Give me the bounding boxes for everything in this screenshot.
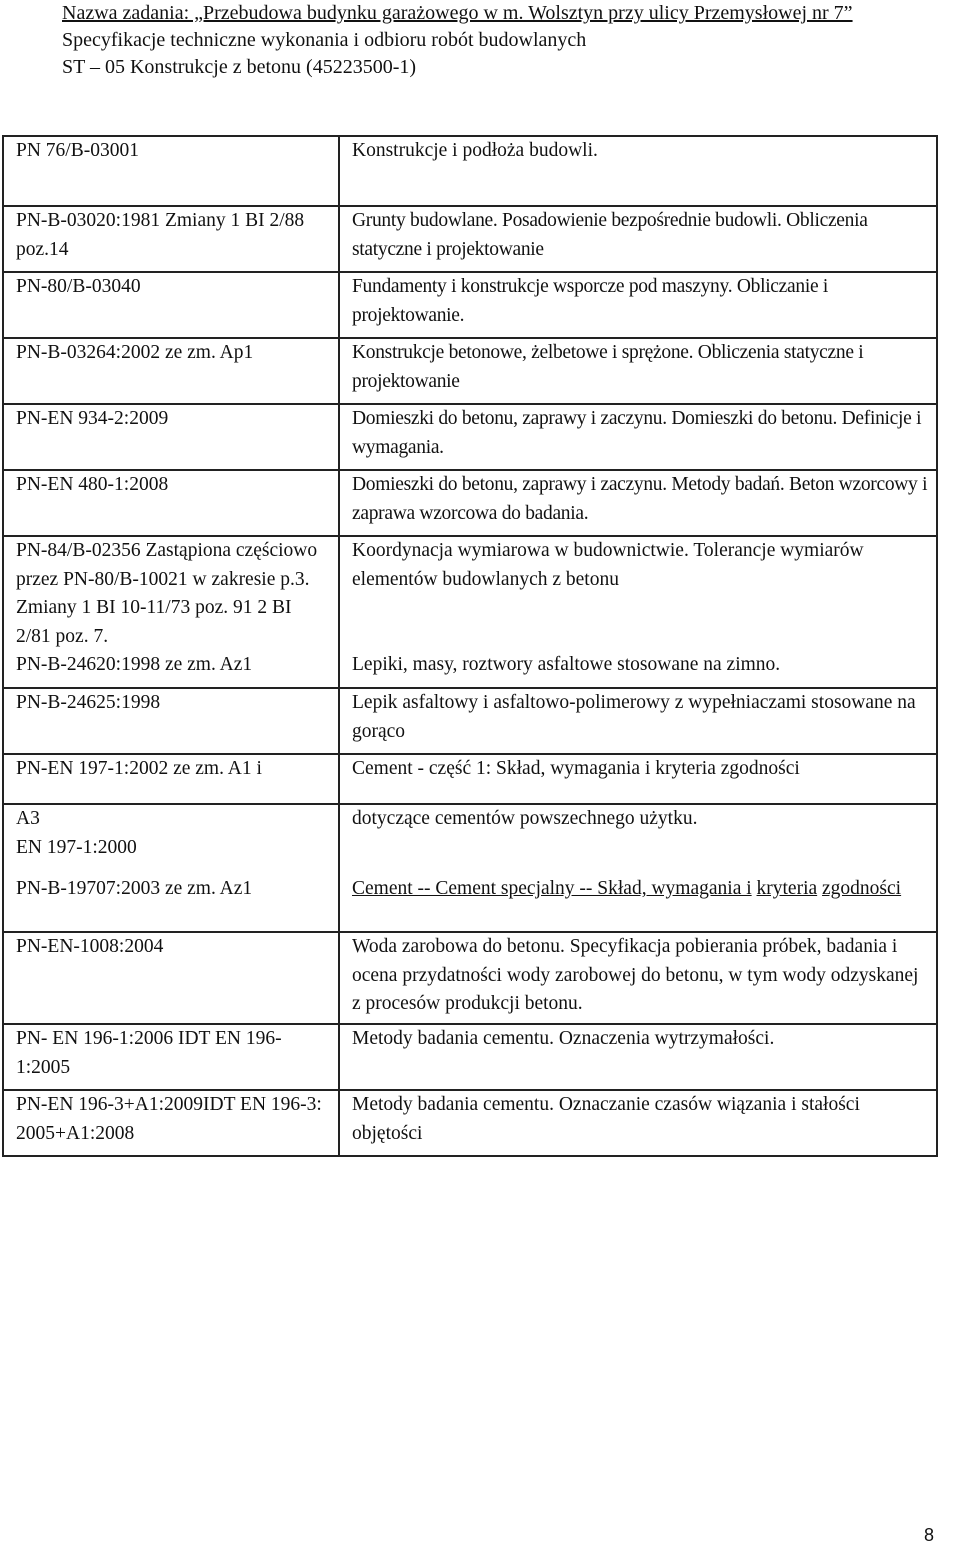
description-part: kryteria (756, 878, 818, 899)
standard-code: PN-EN 197-1:2002 ze zm. A1 i (3, 754, 339, 804)
standard-description: Cement - część 1: Skład, wymagania i kryteria zgodności (339, 754, 937, 804)
task-name: Nazwa zadania: „Przebudowa budynku garażowego w m. Wolsztyn przy ulicy Przemysłowej nr 7” (62, 2, 853, 24)
table-row (3, 136, 937, 206)
standard-description (339, 875, 937, 932)
table-row (3, 338, 937, 404)
table-row (3, 754, 937, 804)
standard-code-line: EN 197-1:2000 (16, 836, 137, 858)
table-row (3, 1024, 937, 1090)
standard-description: Metody badania cementu. Oznaczenia wytrzymałości. (339, 1024, 937, 1090)
table-row (3, 206, 937, 272)
standard-description: Konstrukcje betonowe, żelbetowe i sprężone. Obliczenia statyczne i projektowanie (339, 338, 937, 404)
standard-description: Woda zarobowa do betonu. Specyfikacja pobierania próbek, badania i ocena przydatności wody zarobowej do betonu, w tym wody odzyskanej z procesów produkcji betonu. (339, 932, 937, 1024)
standard-code-line: A3 (16, 808, 40, 829)
standard-code: PN- EN 196-1:2006 IDT EN 196-1:2005 (3, 1024, 339, 1090)
standard-code: PN-EN 934-2:2009 (3, 404, 339, 470)
standard-code: PN 76/B-03001 (3, 136, 339, 206)
standard-code: PN-B-19707:2003 ze zm. Az1 (3, 875, 339, 932)
page-number: 8 (923, 1525, 934, 1545)
table-row (3, 651, 937, 688)
standard-code: PN-EN 480-1:2008 (3, 470, 339, 536)
table-row (3, 1090, 937, 1156)
table-row (3, 272, 937, 338)
table-row (3, 404, 937, 470)
standards-table (2, 135, 938, 1157)
standard-code: PN-B-03264:2002 ze zm. Ap1 (3, 338, 339, 404)
description-part: Cement -- Cement specjalny -- Skład, wymagania i (352, 878, 752, 899)
standard-description: Domieszki do betonu, zaprawy i zaczynu. Metody badań. Beton wzorcowy i zaprawa wzorcowa do badania. (339, 470, 937, 536)
spec-title: Specyfikacje techniczne wykonania i odbioru robót budowlanych (62, 29, 587, 51)
standard-code: PN-EN-1008:2004 (3, 932, 339, 1024)
standard-code: PN-B-03020:1981 Zmiany 1 BI 2/88 poz.14 (3, 206, 339, 272)
document-header (62, 0, 853, 81)
table-row (3, 804, 937, 875)
standard-code (3, 804, 339, 875)
standard-description: Grunty budowlane. Posadowienie bezpośrednie budowli. Obliczenia statyczne i projektowanie (339, 206, 937, 272)
standard-description: Metody badania cementu. Oznaczanie czasów wiązania i stałości objętości (339, 1090, 937, 1156)
standard-description: Fundamenty i konstrukcje wsporcze pod maszyny. Obliczanie i projektowanie. (339, 272, 937, 338)
standard-description: dotyczące cementów powszechnego użytku. (339, 804, 937, 875)
standard-code: PN-EN 196-3+A1:2009IDT EN 196-3: 2005+A1:2008 (3, 1090, 339, 1156)
description-part: zgodności (822, 878, 902, 899)
standard-description: Konstrukcje i podłoża budowli. (339, 136, 937, 206)
spec-section: ST – 05 Konstrukcje z betonu (45223500-1) (62, 56, 417, 78)
standard-description: Lepik asfaltowy i asfaltowo-polimerowy z wypełniaczami stosowane na gorąco (339, 688, 937, 754)
standard-code: PN-B-24625:1998 (3, 688, 339, 754)
standard-description: Domieszki do betonu, zaprawy i zaczynu. Domieszki do betonu. Definicje i wymagania. (339, 404, 937, 470)
table-row (3, 470, 937, 536)
table-row (3, 875, 937, 932)
table-row (3, 932, 937, 1024)
standard-code: PN-B-24620:1998 ze zm. Az1 (3, 651, 339, 688)
standard-code: PN-84/B-02356 Zastąpiona częściowo przez PN-80/B-10021 w zakresie p.3. Zmiany 1 BI 10-11/73 poz. 91 2 BI 2/81 poz. 7. (3, 536, 339, 651)
table-row (3, 536, 937, 651)
standard-description: Koordynacja wymiarowa w budownictwie. Tolerancje wymiarów elementów budowlanych z betonu (339, 536, 937, 651)
standard-code: PN-80/B-03040 (3, 272, 339, 338)
table-row (3, 688, 937, 754)
standard-description: Lepiki, masy, roztwory asfaltowe stosowane na zimno. (339, 651, 937, 688)
